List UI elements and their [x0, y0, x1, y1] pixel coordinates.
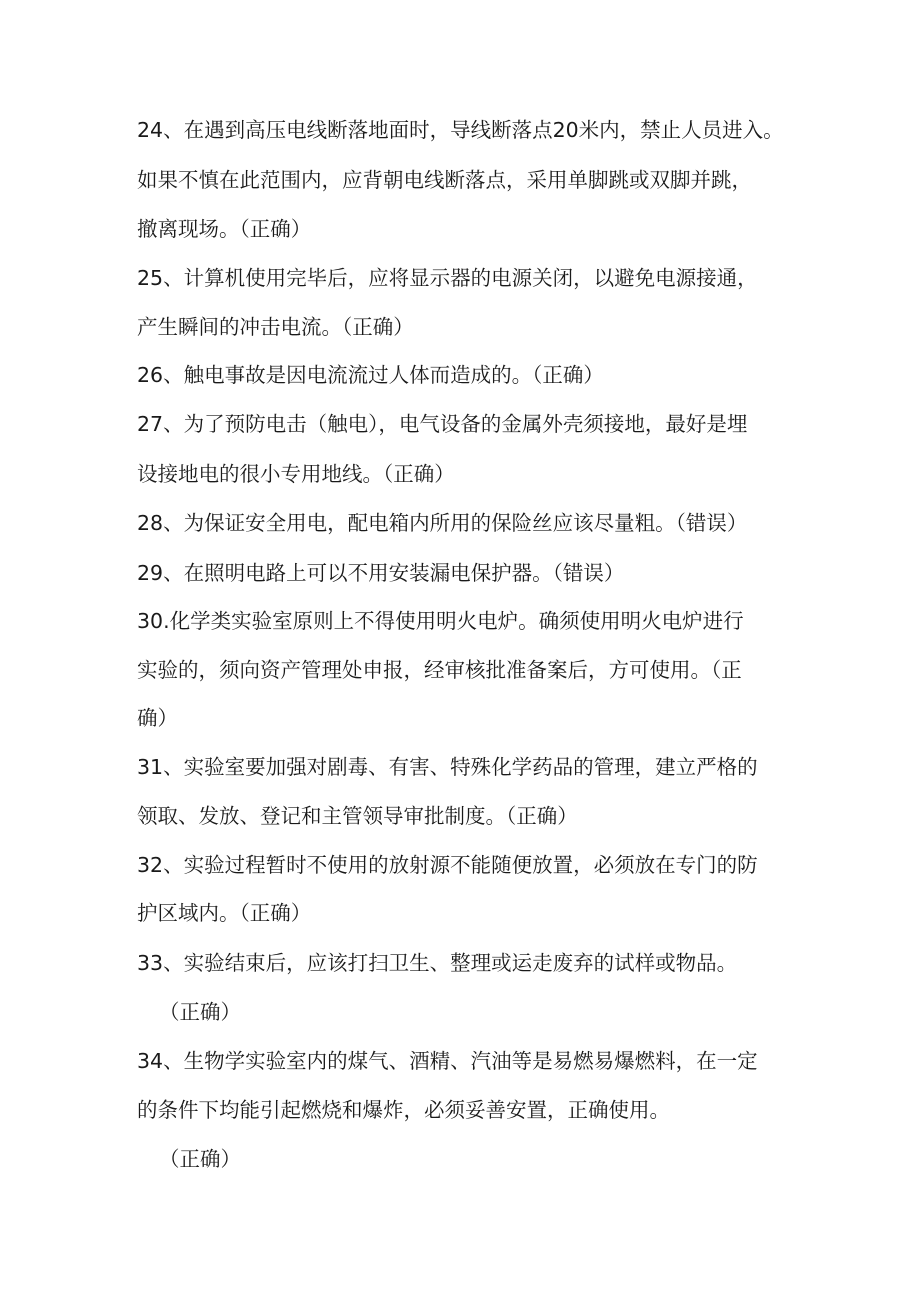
text-line: 设接地电的很小专用地线。（正确）	[137, 462, 455, 486]
text-line: 34、生物学实验室内的煤气、酒精、汽油等是易燃易爆燃料，在一定	[137, 1049, 758, 1073]
text-line: （正确）	[159, 1000, 241, 1024]
text-line: 领取、发放、登记和主管领导审批制度。（正确）	[137, 804, 578, 828]
text-line: 31、实验室要加强对剧毒、有害、特殊化学药品的管理，建立严格的	[137, 755, 758, 779]
text-line: 的条件下均能引起燃烧和爆炸，必须妥善安置，正确使用。	[137, 1098, 670, 1122]
text-line: 护区域内。（正确）	[137, 901, 312, 925]
text-line: 32、实验过程暂时不使用的放射源不能随便放置，必须放在专门的防	[137, 853, 758, 877]
text-line: 实验的，须向资产管理处申报，经审核批准备案后，方可使用。（正	[137, 658, 742, 682]
text-line: 24、在遇到高压电线断落地面时，导线断落点20米内，禁止人员进入。	[137, 118, 784, 142]
text-line: 29、在照明电路上可以不用安装漏电保护器。（错误）	[137, 561, 625, 585]
text-line: 如果不慎在此范围内，应背朝电线断落点，采用单脚跳或双脚并跳，	[137, 168, 752, 192]
text-line: 撤离现场。（正确）	[137, 217, 312, 241]
text-line: 确）	[137, 706, 178, 730]
text-line: 27、为了预防电击（触电），电气设备的金属外壳须接地，最好是埋	[137, 412, 748, 436]
text-line: 26、触电事故是因电流流过人体而造成的。（正确）	[137, 363, 604, 387]
text-line: 产生瞬间的冲击电流。（正确）	[137, 315, 414, 339]
text-line: 28、为保证安全用电，配电箱内所用的保险丝应该尽量粗。（错误）	[137, 511, 748, 535]
text-line: 33、实验结束后，应该打扫卫生、整理或运走废弃的试样或物品。	[137, 951, 738, 975]
text-line: （正确）	[159, 1147, 241, 1171]
text-line: 25、计算机使用完毕后，应将显示器的电源关闭，以避免电源接通，	[137, 266, 758, 290]
text-line: 30.化学类实验室原则上不得使用明火电炉。确须使用明火电炉进行	[137, 609, 744, 633]
